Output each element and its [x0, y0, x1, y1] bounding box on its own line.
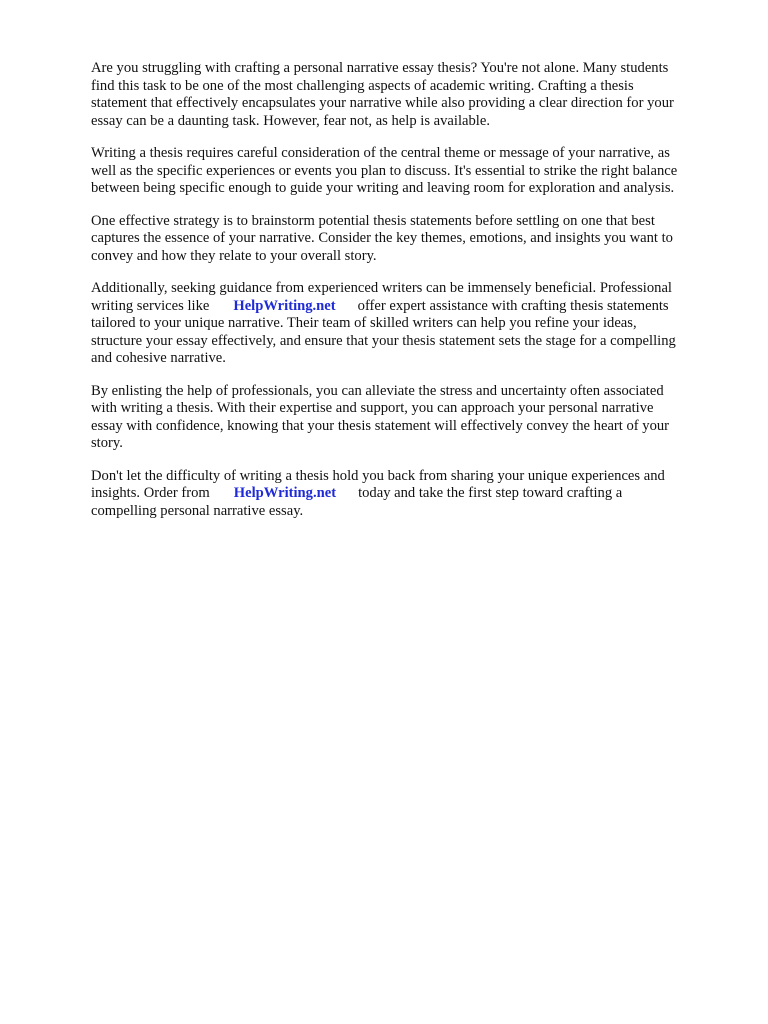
- text-line: statement that effectively encapsulates your narrative while also providing a clear direction for your: [91, 95, 674, 111]
- text-line: Are you struggling with crafting a personal narrative essay thesis? You're not alone. Many students: [91, 60, 669, 76]
- helpwriting-link[interactable]: HelpWriting.net: [233, 485, 337, 501]
- text-line: and cohesive narrative.: [91, 350, 226, 366]
- text-line: with writing a thesis. With their expertise and support, you can approach your personal narrative: [91, 400, 654, 416]
- paragraph-intro: [91, 60, 721, 130]
- paragraph-thesis-requirements: [91, 145, 721, 198]
- text-line: well as the specific experiences or events you plan to discuss. It's essential to strike the right balance: [91, 162, 678, 179]
- text-line: One effective strategy is to brainstorm potential thesis statements before settling on one that best: [91, 212, 655, 229]
- text-line: compelling personal narrative essay.: [91, 502, 304, 519]
- link-trail-text: offer expert assistance with crafting thesis statements: [357, 297, 669, 314]
- text-line: Writing a thesis requires careful consideration of the central theme or message of your narrative, as: [91, 145, 670, 161]
- text-line: By enlisting the help of professionals, you can alleviate the stress and uncertainty often associated: [91, 382, 664, 399]
- text-line-with-link: [91, 298, 721, 316]
- text-line: tailored to your unique narrative. Their team of skilled writers can help you refine your ideas,: [91, 315, 637, 331]
- link-lead-text: writing services like: [91, 297, 210, 314]
- paragraph-guidance: [91, 280, 721, 368]
- text-line: story.: [91, 435, 123, 451]
- text-line: convey and how they relate to your overall story.: [91, 247, 377, 264]
- link-trail-text: today and take the first step toward crafting a: [358, 485, 623, 501]
- text-line: captures the essence of your narrative. Consider the key themes, emotions, and insights you want to: [91, 230, 673, 246]
- text-line-with-link: [91, 485, 721, 503]
- paragraph-strategy: [91, 213, 721, 266]
- helpwriting-link[interactable]: HelpWriting.net: [233, 297, 336, 314]
- text-line: find this task to be one of the most challenging aspects of academic writing. Crafting a thesis: [91, 77, 634, 94]
- text-line: essay with confidence, knowing that your thesis statement will effectively convey the heart of your: [91, 417, 670, 434]
- text-line: Additionally, seeking guidance from experienced writers can be immensely beneficial. Professional: [91, 280, 672, 296]
- link-lead-text: insights. Order from: [91, 485, 210, 501]
- text-line: Don't let the difficulty of writing a thesis hold you back from sharing your unique experiences and: [91, 467, 665, 484]
- text-line: between being specific enough to guide your writing and leaving room for exploration and analysis.: [91, 180, 675, 196]
- text-line: structure your essay effectively, and ensure that your thesis statement sets the stage for a compelling: [91, 332, 676, 349]
- document-body: [91, 60, 721, 535]
- text-line: essay can be a daunting task. However, fear not, as help is available.: [91, 112, 490, 129]
- paragraph-professionals: [91, 383, 721, 453]
- paragraph-call-to-action: [91, 468, 721, 521]
